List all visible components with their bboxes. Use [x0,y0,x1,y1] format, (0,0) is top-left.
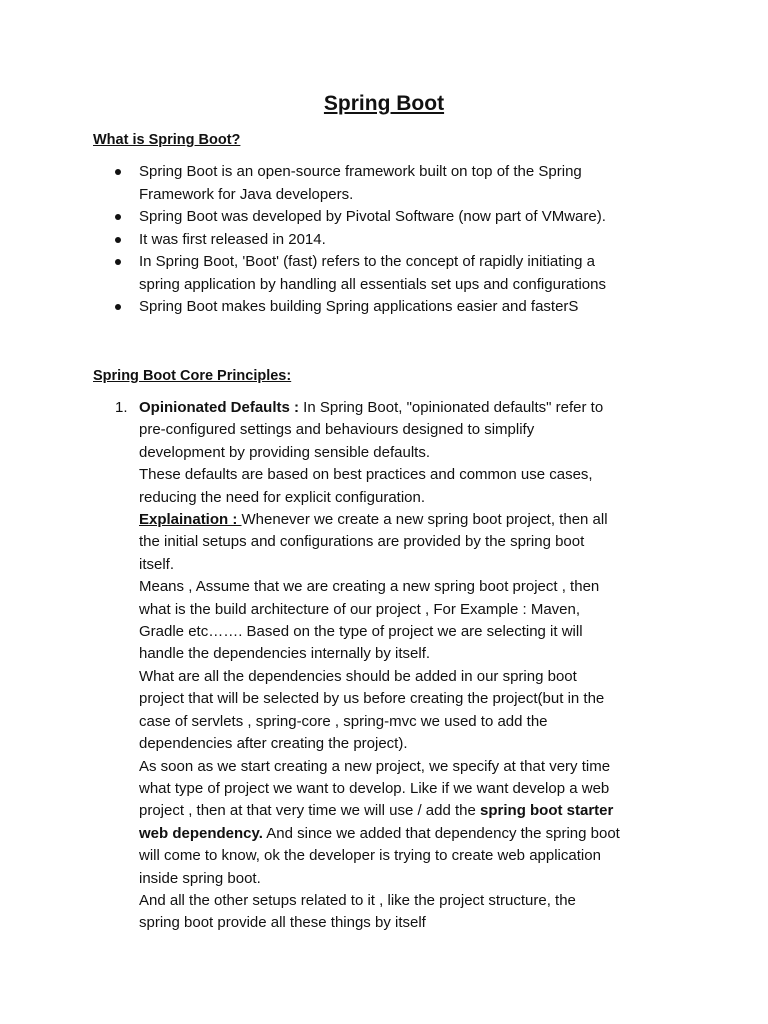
list-item [93,229,693,252]
list-item-text: Spring Boot is an open-source framework built on top of the Spring [139,163,582,180]
list-item [93,296,693,319]
paragraph-line: project that will be selected by us before creating the project(but in the [139,690,605,708]
paragraph-line: Gradle etc……. Based on the type of project we are selecting it will [139,623,583,641]
term-label: Opinionated Defaults : [139,399,300,416]
text-run: Whenever we create a new spring boot project, then all [241,511,608,529]
paragraph-line: dependencies after creating the project). [139,735,408,753]
list-item [93,161,693,206]
paragraph-line: pre-configured settings and behaviours designed to simplify [139,421,535,439]
list-item [93,251,693,296]
list-item-text: spring application by handling all essentials set ups and configurations [139,275,606,293]
paragraph-line: the initial setups and configurations are provided by the spring boot [139,533,585,551]
paragraph-line: development by providing sensible defaults. [139,443,431,461]
paragraph-line: And all the other setups related to it , like the project structure, the [139,891,576,909]
paragraph-line [139,800,675,822]
bullet-icon [115,259,121,265]
numbered-item-body [139,397,675,935]
paragraph-line [139,823,675,845]
text-run: project , then at that very time we will use / add the [139,802,481,820]
section-heading-core-principles: Spring Boot Core Principles: [93,368,292,384]
list-item-text: Spring Boot makes building Spring applications easier and fasterS [139,298,579,315]
bold-text-run: spring boot starter [480,802,614,820]
paragraph-line: handle the dependencies internally by itself. [139,645,431,663]
list-item-text: Framework for Java developers. [139,185,354,203]
paragraph-line: These defaults are based on best practices and common use cases, [139,466,593,484]
bullet-icon [115,169,121,175]
paragraph-line: case of servlets , spring-core , spring-mvc we used to add the [139,712,548,730]
list-item [93,206,693,229]
paragraph-line: will come to know, ok the developer is trying to create web application [139,847,601,865]
paragraph-line: Means , Assume that we are creating a new spring boot project , then [139,578,600,596]
bullet-icon [115,304,121,310]
paragraph-line: itself. [139,555,175,573]
bold-text-run: web dependency. [139,824,263,842]
text-run: In Spring Boot, "opinionated defaults" refer to [299,399,604,416]
list-item-text: It was first released in 2014. [139,230,326,248]
bullet-list [93,161,693,319]
paragraph-line [139,509,675,531]
section-heading-what-is: What is Spring Boot? [93,132,241,148]
paragraph-line: what is the build architecture of our project , For Example : Maven, [139,600,581,618]
numbered-list [93,397,675,935]
page-title: Spring Boot [323,92,445,115]
list-number: 1. [115,399,128,416]
bullet-icon [115,237,121,243]
list-item-text: In Spring Boot, 'Boot' (fast) refers to the concept of rapidly initiating a [139,253,595,270]
paragraph-line: what type of project we want to develop. Like if we want develop a web [139,779,610,797]
paragraph-line: spring boot provide all these things by itself [139,914,426,932]
paragraph-line: What are all the dependencies should be added in our spring boot [139,667,577,685]
explanation-label: Explaination : [139,511,242,529]
paragraph-line: As soon as we start creating a new project, we specify at that very time [139,757,611,775]
bullet-icon [115,214,121,220]
list-item-text: Spring Boot was developed by Pivotal Software (now part of VMware). [139,208,606,225]
paragraph-line: inside spring boot. [139,869,261,887]
paragraph-line [139,397,675,419]
paragraph-line: reducing the need for explicit configuration. [139,488,426,506]
text-run: And since we added that dependency the spring boot [262,824,620,842]
